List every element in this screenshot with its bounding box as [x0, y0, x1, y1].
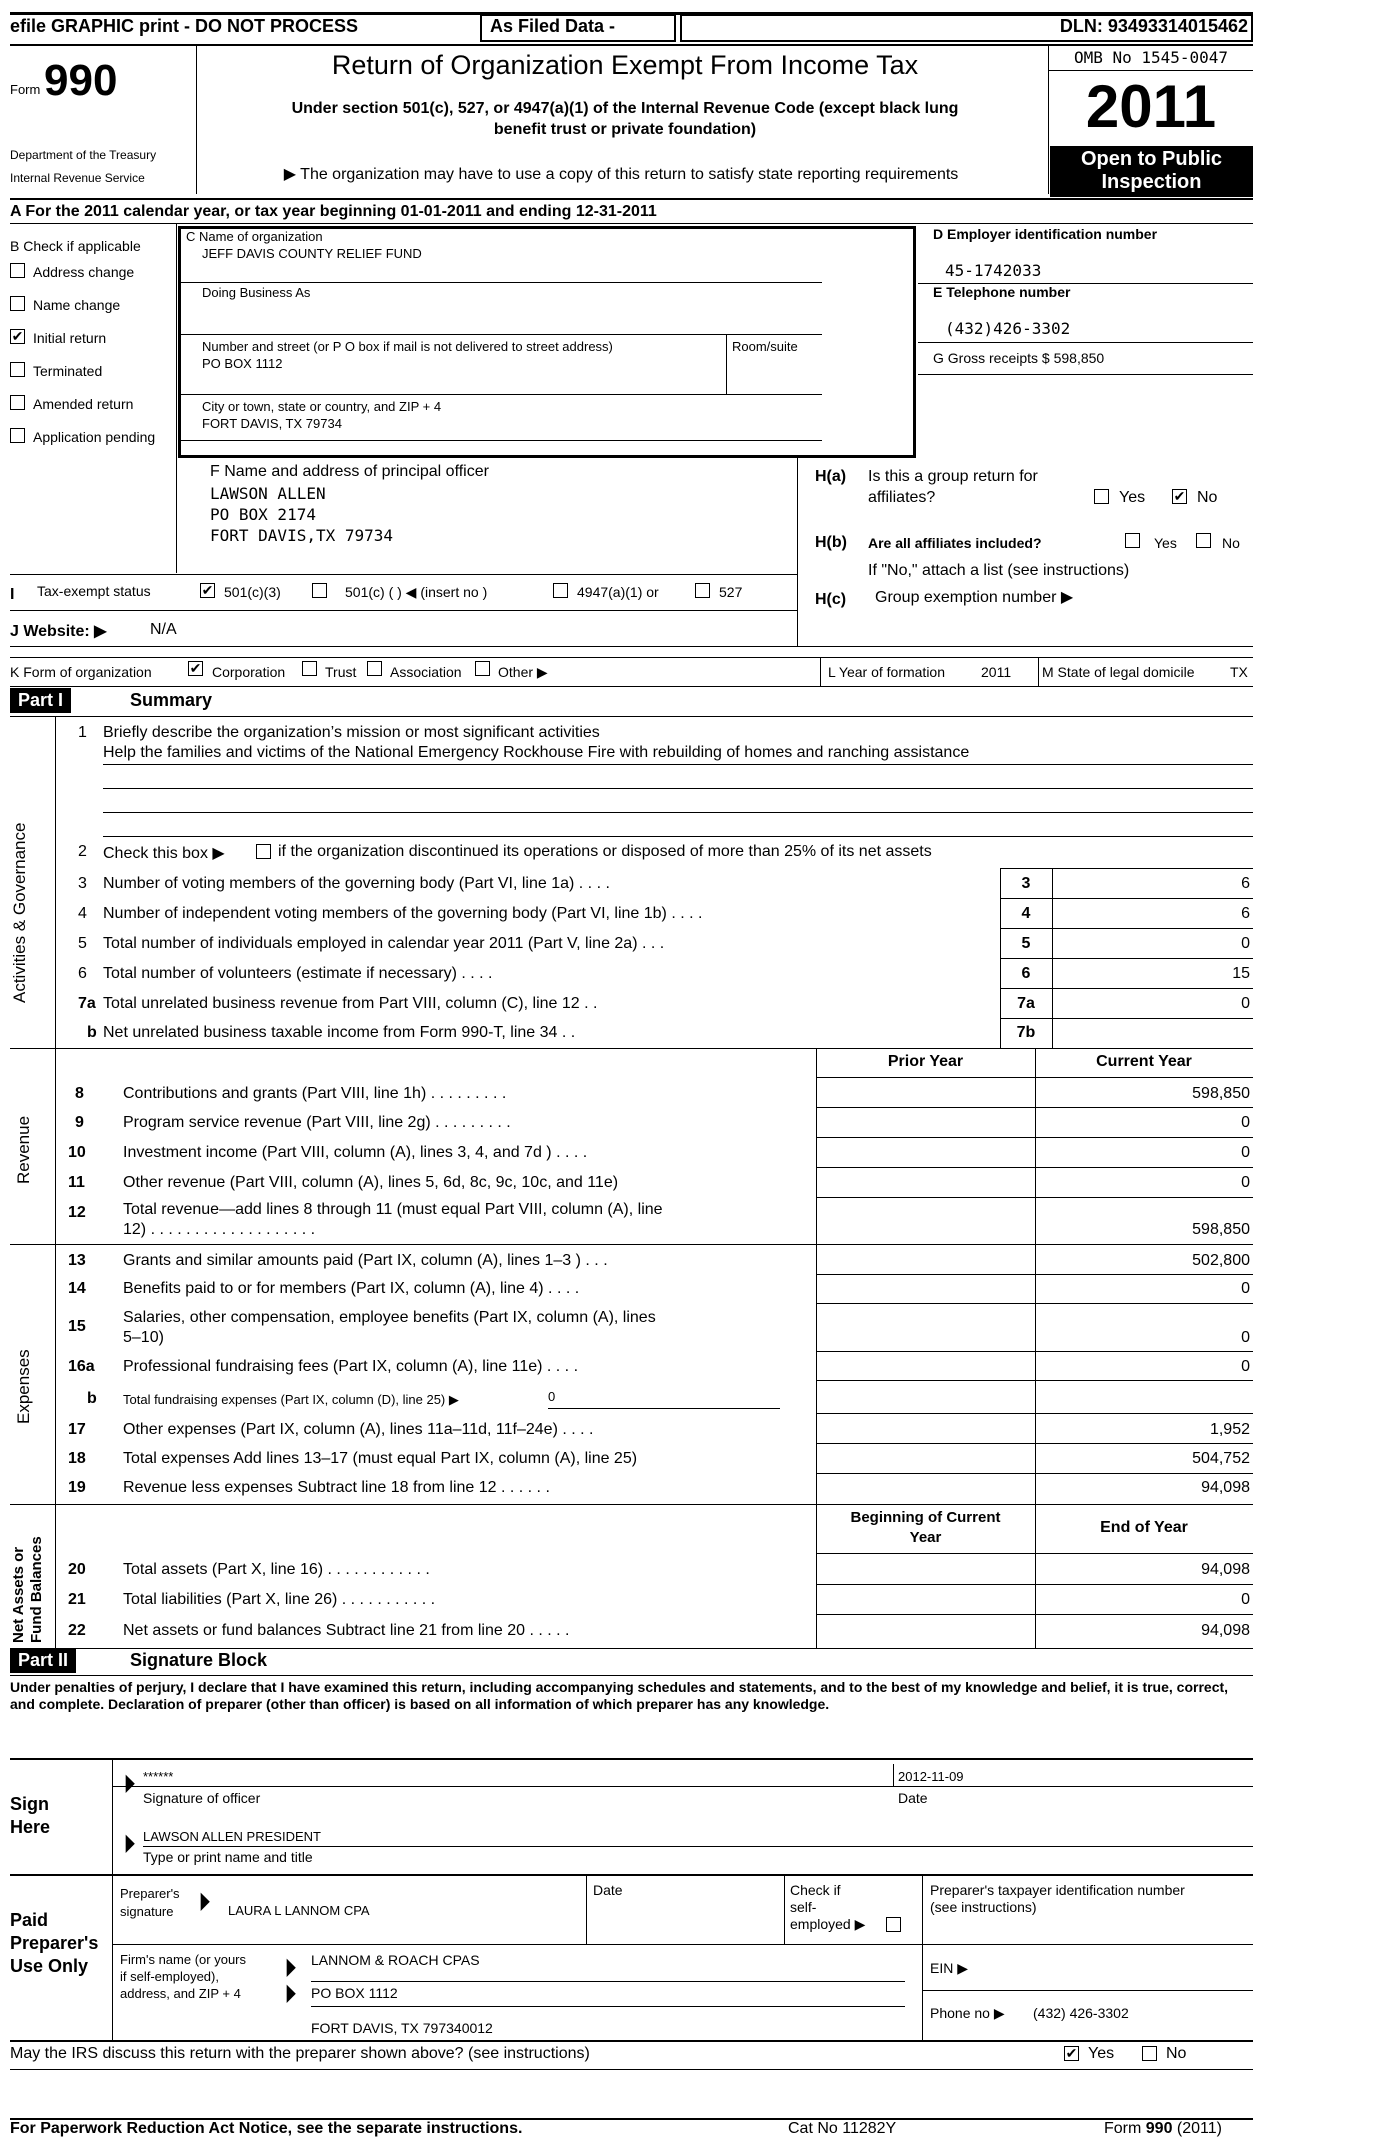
line-19-num: 19 — [68, 1479, 86, 1496]
firm-address-rule — [311, 2006, 905, 2007]
line-2-num: 2 — [78, 843, 87, 860]
part-2-rule — [10, 1675, 1253, 1676]
address-change-label: Address change — [33, 264, 135, 280]
line-6-box: 6 — [1021, 965, 1031, 982]
check-if-applicable: B Check if applicable — [10, 238, 141, 254]
hc-text: Group exemption number ▶ — [875, 589, 1074, 606]
mission-rule-2 — [103, 788, 1253, 789]
org-name-label: C Name of organization — [186, 229, 323, 244]
line-3-box: 3 — [1021, 875, 1031, 892]
line-4-text: Number of independent voting members of the governing body (Part VI, line 1b) . . . . — [103, 905, 703, 922]
principal-officer-label: F Name and address of principal officer — [210, 463, 489, 480]
line-22-eoy: 94,098 — [1201, 1622, 1250, 1639]
line-10-num: 10 — [68, 1144, 86, 1161]
527-label: 527 — [719, 584, 743, 600]
line-1-num: 1 — [78, 724, 87, 741]
mission-statement: Help the families and victims of the National Emergency Rockhouse Fire with rebuilding of homes and ranching assistance — [103, 744, 970, 761]
sign-label: Sign — [10, 1794, 49, 1814]
ha-label: H(a) — [815, 468, 847, 485]
line-17-num: 17 — [68, 1421, 86, 1438]
self-employed-label-2: self- — [790, 1899, 817, 1915]
line-18-num: 18 — [68, 1450, 86, 1467]
name-change-checkbox[interactable] — [10, 296, 25, 311]
footer-form — [1104, 2120, 1222, 2138]
form-title: Return of Organization Exempt From Income Tax — [331, 50, 919, 80]
name-title-label: Type or print name and title — [143, 1849, 313, 1865]
line-3-num: 3 — [78, 875, 87, 892]
line-5-text: Total number of individuals employed in calendar year 2011 (Part V, line 2a) . . . — [103, 935, 665, 952]
gov-rule-2 — [1000, 928, 1253, 929]
open-public: Open to Public — [1080, 148, 1223, 170]
part-1-bottom-rule — [10, 1648, 1253, 1649]
exp-rule-2 — [816, 1303, 1253, 1304]
gov-rule-0 — [1000, 868, 1253, 869]
line-7a-box: 7a — [1017, 995, 1035, 1012]
header-divider-right — [1048, 44, 1049, 194]
line-10-current: 0 — [1241, 1144, 1250, 1161]
telephone: (432)426-3302 — [945, 319, 1071, 338]
line-16a-num: 16a — [68, 1358, 95, 1375]
501c-label: 501(c) ( ) ◀ (insert no ) — [345, 584, 488, 600]
street: PO BOX 1112 — [202, 356, 283, 371]
line-11-text: Other revenue (Part VIII, column (A), lines 5, 6d, 8c, 9c, 10c, and 11e) — [123, 1174, 619, 1191]
line-2-text-a: Check this box ▶ — [103, 845, 225, 862]
phone-value: (432) 426-3302 — [1033, 2005, 1129, 2021]
firm-label-3: address, and ZIP + 4 — [120, 1986, 241, 2001]
firm-label-1: Firm's name (or yours — [120, 1952, 247, 1967]
line-18-current: 504,752 — [1192, 1450, 1250, 1467]
boy-header-2: Year — [909, 1529, 942, 1546]
current-year-header: Current Year — [1096, 1053, 1192, 1070]
line-a: A For the 2011 calendar year, or tax year beginning 01-01-2011 and ending 12-31-2011 — [10, 203, 657, 220]
gov-rule-4 — [1000, 988, 1253, 989]
ptin-label-1: Preparer's taxpayer identification number — [930, 1882, 1185, 1898]
f-section-rule — [10, 574, 798, 575]
initial-return-checkbox[interactable]: ✔ — [11, 328, 24, 344]
discuss-no-checkbox[interactable] — [1142, 2046, 1157, 2061]
irs-discuss-text: May the IRS discuss this return with the preparer shown above? (see instructions) — [10, 2045, 590, 2062]
line-7b-text: Net unrelated business taxable income from Form 990-T, line 34 . . — [103, 1024, 576, 1041]
year-formation-label: L Year of formation — [828, 664, 946, 680]
paid-divider — [112, 1874, 113, 2040]
line-19-current: 94,098 — [1201, 1479, 1250, 1496]
line-15-current: 0 — [1241, 1329, 1250, 1346]
city: FORT DAVIS, TX 79734 — [202, 416, 342, 431]
rev-rule-0 — [816, 1077, 1253, 1078]
name-rule — [143, 1846, 1253, 1847]
name-change-label: Name change — [33, 297, 121, 313]
line-i-label: I — [10, 586, 15, 603]
net-rule-1 — [816, 1584, 1253, 1585]
exp-rule-3 — [816, 1351, 1253, 1352]
initial-return-label: Initial return — [33, 330, 107, 346]
firm-ein-rule — [922, 1990, 1253, 1991]
here-label: Here — [10, 1817, 51, 1837]
self-employed-label-1: Check if — [790, 1882, 841, 1898]
exp-rule-1 — [816, 1274, 1253, 1275]
application-pending-label: Application pending — [33, 429, 156, 445]
net-rule-2 — [816, 1614, 1253, 1615]
firm-ein-label: EIN ▶ — [930, 1960, 968, 1976]
hb-yes-checkbox[interactable] — [1125, 533, 1140, 548]
preparer-sig-label-2: signature — [120, 1904, 174, 1919]
line-15-text-a: Salaries, other compensation, employee benefits (Part IX, column (A), lines — [123, 1309, 656, 1326]
form-number: 990 — [44, 56, 118, 105]
officer-name: LAWSON ALLEN — [210, 484, 326, 503]
discuss-rule — [10, 2069, 1253, 2070]
ptin-label-2: (see instructions) — [930, 1899, 1037, 1915]
trust-label: Trust — [325, 664, 357, 680]
officer-address-1: PO BOX 2174 — [210, 505, 316, 524]
line-2-text-b: if the organization discontinued its operations or disposed of more than 25% of its net assets — [278, 843, 932, 860]
terminated-label: Terminated — [33, 363, 103, 379]
city-rule — [178, 440, 822, 441]
catalog-number: Cat No 11282Y — [788, 2120, 897, 2137]
line-j-rule — [10, 646, 1253, 647]
sign-divider — [112, 1758, 113, 1874]
mission-rule-1 — [103, 764, 1253, 765]
org-name: JEFF DAVIS COUNTY RELIEF FUND — [202, 246, 422, 261]
room-divider — [726, 334, 727, 394]
paid-top-rule — [10, 1874, 1253, 1876]
line-21-num: 21 — [68, 1591, 86, 1608]
expenses-bottom-rule — [10, 1504, 1253, 1505]
ptin-divider — [922, 1874, 923, 2040]
state-domicile-label: M State of legal domicile — [1042, 664, 1195, 680]
association-checkbox[interactable] — [367, 661, 382, 676]
prior-year-header: Prior Year — [887, 1053, 964, 1070]
line-k-top-rule — [10, 657, 1253, 658]
use-only-label: Use Only — [10, 1956, 89, 1976]
line-13-text: Grants and similar amounts paid (Part IX, column (A), lines 1–3 ) . . . — [123, 1252, 608, 1269]
tax-year: 2011 — [1085, 73, 1217, 140]
exp-rule-7 — [816, 1473, 1253, 1474]
amended-return-checkbox[interactable] — [10, 395, 25, 410]
officer-address-2: FORT DAVIS,TX 79734 — [210, 526, 394, 545]
dept-treasury: Department of the Treasury — [10, 148, 157, 162]
preparers-label: Preparer's — [10, 1933, 99, 1953]
telephone-rule — [918, 342, 1253, 343]
signature-label: Signature of officer — [143, 1790, 261, 1806]
officer-name-title: LAWSON ALLEN PRESIDENT — [143, 1829, 321, 1844]
state-reporting-note: ▶ The organization may have to use a copy of this return to satisfy state reporting requirements — [283, 166, 959, 183]
inspection: Inspection — [1101, 171, 1202, 193]
line-21-text: Total liabilities (Part X, line 26) . . . . . . . . . . . — [123, 1591, 436, 1608]
other-checkbox[interactable] — [475, 661, 490, 676]
4947-checkbox[interactable] — [553, 583, 568, 598]
501c-checkbox[interactable] — [312, 583, 327, 598]
current-col-left-rule — [1035, 1048, 1036, 1648]
line-5-num: 5 — [78, 935, 87, 952]
side-label-divider — [55, 716, 56, 1648]
banner-mid: As Filed Data - — [490, 16, 616, 36]
line-14-current: 0 — [1241, 1280, 1250, 1297]
name-arrow-icon: ▶ — [125, 1829, 135, 1856]
line-3-value: 6 — [1241, 875, 1250, 892]
side-fund-balances: Fund Balances — [28, 1536, 45, 1643]
prep-date-divider — [586, 1874, 587, 1944]
line-4-value: 6 — [1241, 905, 1250, 922]
line-7b-box: 7b — [1016, 1024, 1036, 1041]
line-17-text: Other expenses (Part IX, column (A), lines 11a–11d, 11f–24e) . . . . — [123, 1421, 594, 1438]
hb-label: H(b) — [815, 534, 847, 551]
line-20-text: Total assets (Part X, line 16) . . . . . . . . . . . . — [123, 1561, 430, 1578]
line-15-num: 15 — [68, 1318, 86, 1335]
exp-rule-5 — [816, 1413, 1253, 1414]
revenue-bottom-rule — [10, 1244, 1253, 1245]
line-7b-num: b — [87, 1024, 97, 1041]
line-16b-num: b — [87, 1390, 97, 1407]
form-word: Form — [10, 82, 41, 97]
rev-rule-1 — [816, 1107, 1253, 1108]
hb-no-label: No — [1222, 535, 1240, 551]
discuss-yes-checkbox[interactable]: ✔ — [1065, 2045, 1078, 2061]
501c3-label: 501(c)(3) — [224, 584, 281, 600]
rev-rule-2 — [816, 1137, 1253, 1138]
address-change-checkbox[interactable] — [10, 263, 25, 278]
rev-rule-4 — [816, 1197, 1253, 1198]
ha-yes-label: Yes — [1119, 489, 1146, 506]
line-l-divider — [820, 657, 821, 686]
trust-checkbox[interactable] — [302, 661, 317, 676]
side-net-assets: Net Assets or — [10, 1546, 27, 1643]
part-1-title: Summary — [130, 690, 213, 710]
gov-bottom-rule — [10, 1048, 1253, 1049]
date-divider — [893, 1764, 894, 1786]
corporation-label: Corporation — [212, 664, 286, 680]
firm-name-rule — [311, 1981, 905, 1982]
line-k-bottom-rule — [10, 686, 1253, 687]
paid-label: Paid — [10, 1910, 49, 1930]
phone-label: Phone no ▶ — [930, 2005, 1005, 2021]
header-divider-left — [196, 44, 197, 194]
discontinued-checkbox[interactable] — [256, 844, 271, 859]
line-12-num: 12 — [68, 1204, 86, 1221]
line-11-current: 0 — [1241, 1174, 1250, 1191]
firm-address-1: PO BOX 1112 — [311, 1985, 398, 2001]
preparer-date-label: Date — [593, 1882, 623, 1898]
eoy-header: End of Year — [1100, 1519, 1188, 1536]
line-8-current: 598,850 — [1192, 1085, 1250, 1102]
room-suite-label: Room/suite — [732, 339, 798, 354]
line-16a-text: Professional fundraising fees (Part IX, column (A), line 11e) . . . . — [123, 1358, 579, 1375]
gov-rule-5 — [1000, 1018, 1253, 1019]
telephone-label: E Telephone number — [933, 284, 1071, 300]
form-of-org-label: K Form of organization — [10, 664, 152, 680]
dba-label: Doing Business As — [202, 285, 311, 300]
gov-rule-3 — [1000, 958, 1253, 959]
ha-no-checkbox[interactable]: ✔ — [1173, 488, 1186, 504]
perjury-statement: Under penalties of perjury, I declare that I have examined this return, including accompanying schedules and statements, and to the best of my knowledge and belief, it is true, correct, and complete. Declaration of preparer (other than officer) is based on all information of which preparer has any knowledge. — [10, 1679, 1229, 1712]
year-formation: 2011 — [981, 664, 1012, 680]
state-domicile: TX — [1230, 664, 1248, 680]
line-4-num: 4 — [78, 905, 87, 922]
hb-no-checkbox[interactable] — [1196, 533, 1211, 548]
line-9-text: Program service revenue (Part VIII, line 2g) . . . . . . . . . — [123, 1114, 511, 1131]
net-rule-0 — [816, 1553, 1253, 1554]
omb-rule — [1048, 70, 1253, 71]
4947-label: 4947(a)(1) or — [577, 584, 659, 600]
ein: 45-1742033 — [945, 261, 1042, 280]
discuss-no-label: No — [1166, 2045, 1187, 2062]
line-18-text: Total expenses Add lines 13–17 (must equal Part IX, column (A), line 25) — [123, 1450, 638, 1467]
527-checkbox[interactable] — [695, 583, 710, 598]
line-16a-current: 0 — [1241, 1358, 1250, 1375]
part-2-title: Signature Block — [130, 1650, 268, 1670]
ha-text-1: Is this a group return for — [868, 468, 1038, 485]
line-9-num: 9 — [75, 1114, 84, 1131]
side-activities-governance: Activities & Governance — [10, 822, 29, 1003]
footer-form-year: (2011) — [1172, 2120, 1222, 2137]
preparer-arrow-icon: ▶ — [200, 1887, 210, 1914]
self-employed-label-3: employed ▶ — [790, 1916, 866, 1932]
part-1-tag: Part I — [10, 688, 71, 713]
ha-no-label: No — [1197, 489, 1218, 506]
header-bottom-rule — [10, 198, 1253, 200]
line-7a-num: 7a — [78, 995, 96, 1012]
banner-left: efile GRAPHIC print - DO NOT PROCESS — [10, 16, 359, 36]
discuss-yes-label: Yes — [1088, 2045, 1115, 2062]
line-16b-text: Total fundraising expenses (Part IX, column (D), line 25) ▶ — [123, 1392, 459, 1407]
ha-yes-checkbox[interactable] — [1094, 489, 1109, 504]
line-20-eoy: 94,098 — [1201, 1561, 1250, 1578]
signature-date: 2012-11-09 — [898, 1769, 964, 1784]
preparer-name: LAURA L LANNOM CPA — [228, 1903, 370, 1918]
line-12-current: 598,850 — [1192, 1221, 1250, 1238]
form-subtitle-1: Under section 501(c), 527, or 4947(a)(1) of the Internal Revenue Code (except black lung — [291, 100, 959, 117]
line-22-text: Net assets or fund balances Subtract line 21 from line 20 . . . . . — [123, 1622, 570, 1639]
line-i-rule — [10, 610, 798, 611]
gross-rule — [918, 374, 1253, 375]
hc-label: H(c) — [815, 591, 847, 608]
self-employed-checkbox[interactable] — [886, 1917, 901, 1932]
sign-top-rule — [10, 1758, 1253, 1760]
line-12-text-b: 12) . . . . . . . . . . . . . . . . . . . — [123, 1221, 316, 1238]
line-5-box: 5 — [1021, 935, 1031, 952]
line-16b-value: 0 — [548, 1389, 556, 1404]
firm-arrow-icon-2: ▶ — [286, 1979, 296, 2006]
street-rule — [178, 394, 822, 395]
line-4-box: 4 — [1021, 905, 1031, 922]
firm-name: LANNOM & ROACH CPAS — [311, 1952, 480, 1968]
line-6-text: Total number of volunteers (estimate if necessary) . . . . — [103, 965, 493, 982]
side-revenue: Revenue — [14, 1115, 33, 1184]
city-label: City or town, state or country, and ZIP + 4 — [202, 399, 442, 414]
form-subtitle-2: benefit trust or private foundation) — [493, 121, 757, 138]
line-14-num: 14 — [68, 1280, 86, 1297]
exp-rule-4 — [816, 1380, 1253, 1381]
sign-arrow-icon: ▶ — [125, 1769, 135, 1796]
line-16b-rule — [548, 1408, 780, 1409]
website-value: N/A — [150, 621, 177, 638]
hb-note: If "No," attach a list (see instructions) — [868, 562, 1130, 579]
line-3-text: Number of voting members of the governing body (Part VI, line 1a) . . . . — [103, 875, 610, 892]
line-17-current: 1,952 — [1209, 1421, 1250, 1438]
line-7a-text: Total unrelated business revenue from Part VIII, column (C), line 12 . . — [103, 995, 598, 1012]
line-21-eoy: 0 — [1241, 1591, 1250, 1608]
hb-yes-label: Yes — [1154, 535, 1177, 551]
org-name-rule — [178, 282, 822, 283]
line-11-num: 11 — [68, 1174, 85, 1191]
gov-rule-1 — [1000, 898, 1253, 899]
line-14-text: Benefits paid to or for members (Part IX, column (A), line 4) . . . . — [123, 1280, 580, 1297]
other-label: Other ▶ — [498, 664, 548, 680]
section-b-divider — [176, 223, 177, 573]
application-pending-checkbox[interactable] — [10, 428, 25, 443]
corporation-checkbox[interactable]: ✔ — [189, 660, 202, 676]
preparer-rule — [112, 1944, 1253, 1945]
line-15-text-b: 5–10) — [123, 1329, 164, 1346]
line-8-text: Contributions and grants (Part VIII, line 1h) . . . . . . . . . — [123, 1085, 507, 1102]
irs: Internal Revenue Service — [10, 171, 145, 185]
omb-number: OMB No 1545-0047 — [1073, 48, 1229, 67]
footer-form-number: 990 — [1145, 2120, 1173, 2137]
ein-label: D Employer identification number — [933, 226, 1158, 242]
line-20-num: 20 — [68, 1561, 86, 1578]
hb-text: Are all affiliates included? — [868, 535, 1042, 551]
line-13-current: 502,800 — [1192, 1252, 1250, 1269]
line-22-num: 22 — [68, 1622, 86, 1639]
footer-form-word: Form — [1104, 2120, 1146, 2137]
line-6-num: 6 — [78, 965, 87, 982]
line-5-value: 0 — [1241, 935, 1250, 952]
firm-arrow-icon-1: ▶ — [286, 1953, 296, 1980]
part-1-rule — [10, 716, 1253, 717]
line-10-text: Investment income (Part VIII, column (A), lines 3, 4, and 7d ) . . . . — [123, 1144, 588, 1161]
firm-address-2: FORT DAVIS, TX 797340012 — [311, 2020, 493, 2036]
line-7a-value: 0 — [1241, 995, 1250, 1012]
h-section-divider — [797, 458, 798, 646]
line-a-rule — [10, 223, 1253, 224]
firm-label-2: if self-employed), — [120, 1969, 219, 1984]
paid-bottom-rule — [10, 2040, 1253, 2042]
signature-rule — [112, 1786, 1253, 1787]
signature-value: ****** — [143, 1769, 174, 1784]
501c3-checkbox[interactable]: ✔ — [201, 582, 214, 598]
self-employed-divider — [784, 1874, 785, 1944]
mission-rule-3 — [103, 812, 1253, 813]
tax-exempt-status-label: Tax-exempt status — [37, 583, 151, 599]
mission-rule-4 — [103, 836, 1253, 837]
preparer-sig-label-1: Preparer's — [120, 1886, 180, 1901]
paperwork-notice: For Paperwork Reduction Act Notice, see the separate instructions. — [10, 2120, 523, 2137]
line-9-current: 0 — [1241, 1114, 1250, 1131]
line-13-num: 13 — [68, 1252, 86, 1269]
line-8-num: 8 — [75, 1085, 84, 1102]
rev-rule-3 — [816, 1167, 1253, 1168]
date-label: Date — [898, 1790, 928, 1806]
gross-receipts: G Gross receipts $ 598,850 — [933, 350, 1105, 366]
website-label: J Website: ▶ — [10, 623, 107, 640]
line-6-value: 15 — [1232, 965, 1250, 982]
street-label: Number and street (or P O box if mail is not delivered to street address) — [202, 339, 613, 354]
terminated-checkbox[interactable] — [10, 362, 25, 377]
line-19-text: Revenue less expenses Subtract line 18 from line 12 . . . . . . — [123, 1479, 550, 1496]
boy-header-1: Beginning of Current — [850, 1509, 1001, 1526]
line-m-divider — [1038, 657, 1039, 686]
ha-text-2: affiliates? — [868, 489, 936, 506]
association-label: Association — [390, 664, 462, 680]
side-expenses: Expenses — [14, 1349, 33, 1424]
line-1-text: Briefly describe the organization’s mission or most significant activities — [103, 724, 600, 741]
line-12-text-a: Total revenue—add lines 8 through 11 (must equal Part VIII, column (A), line — [123, 1201, 663, 1218]
exp-rule-6 — [816, 1443, 1253, 1444]
dln: DLN: 93493314015462 — [1059, 16, 1248, 36]
amended-return-label: Amended return — [33, 396, 134, 412]
prior-col-left-rule — [816, 1048, 817, 1508]
part-2-tag: Part II — [10, 1648, 76, 1673]
